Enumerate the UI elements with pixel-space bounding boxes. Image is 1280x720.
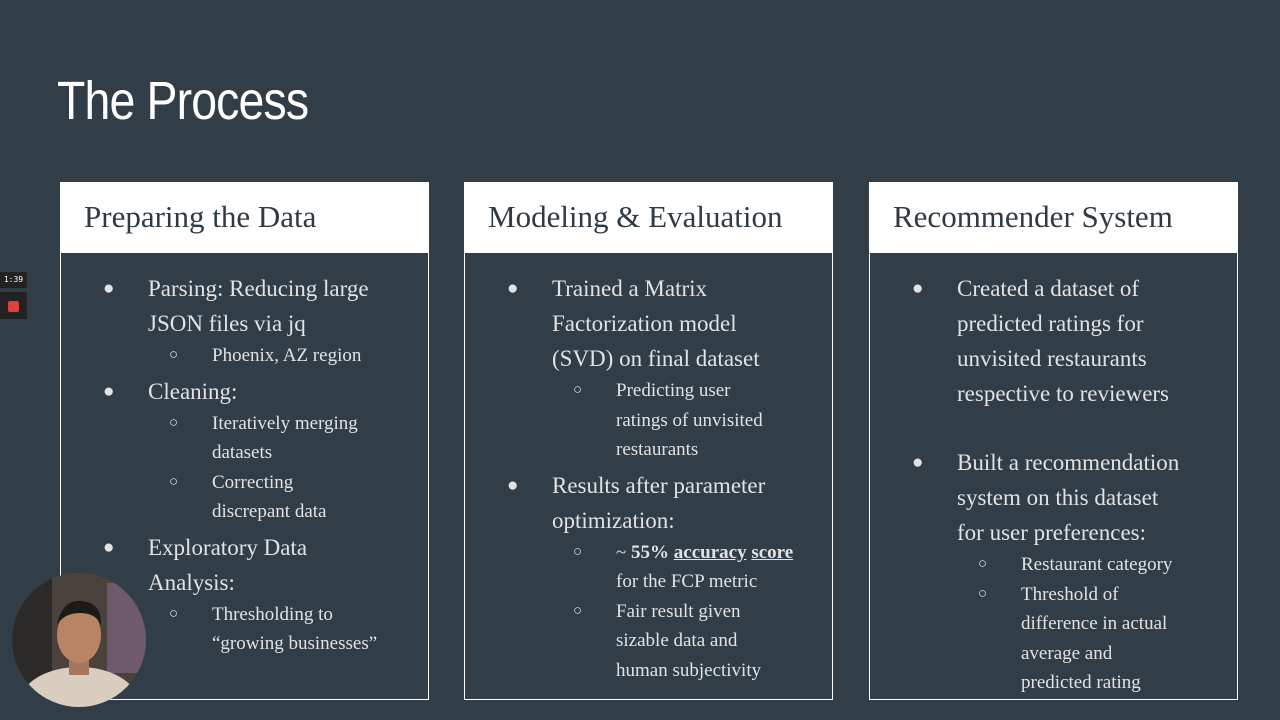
stop-recording-button[interactable] <box>0 292 27 319</box>
list-item-line: Restaurant category <box>1021 554 1173 575</box>
presenter-video <box>12 573 146 707</box>
accuracy-value: 55% <box>631 541 670 563</box>
list-item-line: Trained a Matrix <box>552 276 708 301</box>
hollow-bullet-icon: ○ <box>169 605 179 622</box>
hollow-bullet-icon: ○ <box>978 556 988 572</box>
list-item-line: Fair result given <box>616 600 741 622</box>
list-item-line: Phoenix, AZ region <box>212 345 362 366</box>
list-item-text <box>616 538 816 597</box>
card-header: Recommender System <box>870 183 1237 253</box>
list-item-line: Iteratively merging <box>212 412 358 434</box>
list-item-line: discrepant data <box>212 501 327 522</box>
list-item-text <box>552 271 812 376</box>
slide-title: The Process <box>57 71 309 131</box>
list-item-text <box>616 597 816 686</box>
list-item-line: predicted ratings for <box>957 311 1144 336</box>
hollow-bullet-icon: ○ <box>169 347 179 363</box>
list-item-line: sizable data and <box>616 630 738 651</box>
list-item-text <box>1021 580 1221 698</box>
list-item-text <box>616 376 816 465</box>
hollow-bullet-icon: ○ <box>169 414 179 431</box>
hollow-bullet-icon: ○ <box>573 543 583 560</box>
score-term: score <box>751 541 794 563</box>
hollow-bullet-icon: ○ <box>169 473 179 490</box>
list-item-line: Built a recommendation <box>957 450 1180 475</box>
list-item-line: (SVD) on final dataset <box>552 346 760 371</box>
list-item-text <box>957 271 1217 411</box>
list-item-line: Results after parameter <box>552 472 766 498</box>
list-item-line: Factorization model <box>552 311 737 336</box>
list-item-text <box>212 468 412 527</box>
list-item-line: ratings of unvisited <box>616 409 763 431</box>
list-item-line: difference in actual <box>1021 613 1168 634</box>
filled-bullet-icon: ● <box>507 278 519 299</box>
list-item-line: Predicting user <box>616 380 731 401</box>
filled-bullet-icon: ● <box>912 278 924 299</box>
list-item-line: average and <box>1021 642 1113 664</box>
hollow-bullet-icon: ○ <box>573 602 583 619</box>
process-card <box>464 182 833 700</box>
hollow-bullet-icon: ○ <box>978 585 988 602</box>
list-item-line: for user preferences: <box>957 520 1146 545</box>
card-header: Preparing the Data <box>61 183 428 253</box>
filled-bullet-icon: ● <box>103 536 115 558</box>
list-item-line: human subjectivity <box>616 659 762 681</box>
list-item-line: restaurants <box>616 439 699 460</box>
accuracy-term: accuracy <box>673 541 747 563</box>
filled-bullet-icon: ● <box>103 278 115 299</box>
card-header: Modeling & Evaluation <box>465 183 832 253</box>
filled-bullet-icon: ● <box>912 452 924 473</box>
hollow-bullet-icon: ○ <box>573 382 583 398</box>
list-item-line: predicted rating <box>1021 672 1141 693</box>
list-item-line: system on this dataset <box>957 485 1159 510</box>
list-item-line: unvisited restaurants <box>957 346 1147 371</box>
list-item-line: Threshold of <box>1021 583 1119 605</box>
stop-icon <box>8 301 19 312</box>
webcam-overlay <box>12 573 146 707</box>
list-item-line: for the FCP metric <box>616 571 758 592</box>
list-item-text <box>1021 550 1221 580</box>
list-item-line: Analysis: <box>148 569 235 595</box>
list-item-line: Cleaning: <box>148 378 238 404</box>
list-item-text <box>212 409 412 468</box>
list-item-line: Created a dataset of <box>957 276 1139 301</box>
list-item-text <box>148 374 408 409</box>
filled-bullet-icon: ● <box>507 474 519 496</box>
list-item-line: Parsing: Reducing large <box>148 276 369 301</box>
list-item-text <box>212 341 412 371</box>
list-item-line: Correcting <box>212 471 294 493</box>
list-item-line: datasets <box>212 442 273 463</box>
list-item-line: optimization: <box>552 507 675 533</box>
list-item-text <box>212 600 412 659</box>
approx-symbol: ~ <box>616 541 632 563</box>
filled-bullet-icon: ● <box>103 380 115 402</box>
list-item-text <box>957 445 1217 550</box>
list-item-text <box>552 468 812 538</box>
list-item-line: “growing businesses” <box>212 633 378 654</box>
list-item-line: Thresholding to <box>212 603 333 625</box>
list-item-text <box>148 271 408 341</box>
process-card <box>869 182 1238 700</box>
list-item-line: JSON files via jq <box>148 311 306 336</box>
recording-timer: 1:39 <box>0 272 27 288</box>
list-item-line: respective to reviewers <box>957 381 1170 406</box>
list-item-text <box>148 530 408 600</box>
list-item-line: Exploratory Data <box>148 534 308 560</box>
